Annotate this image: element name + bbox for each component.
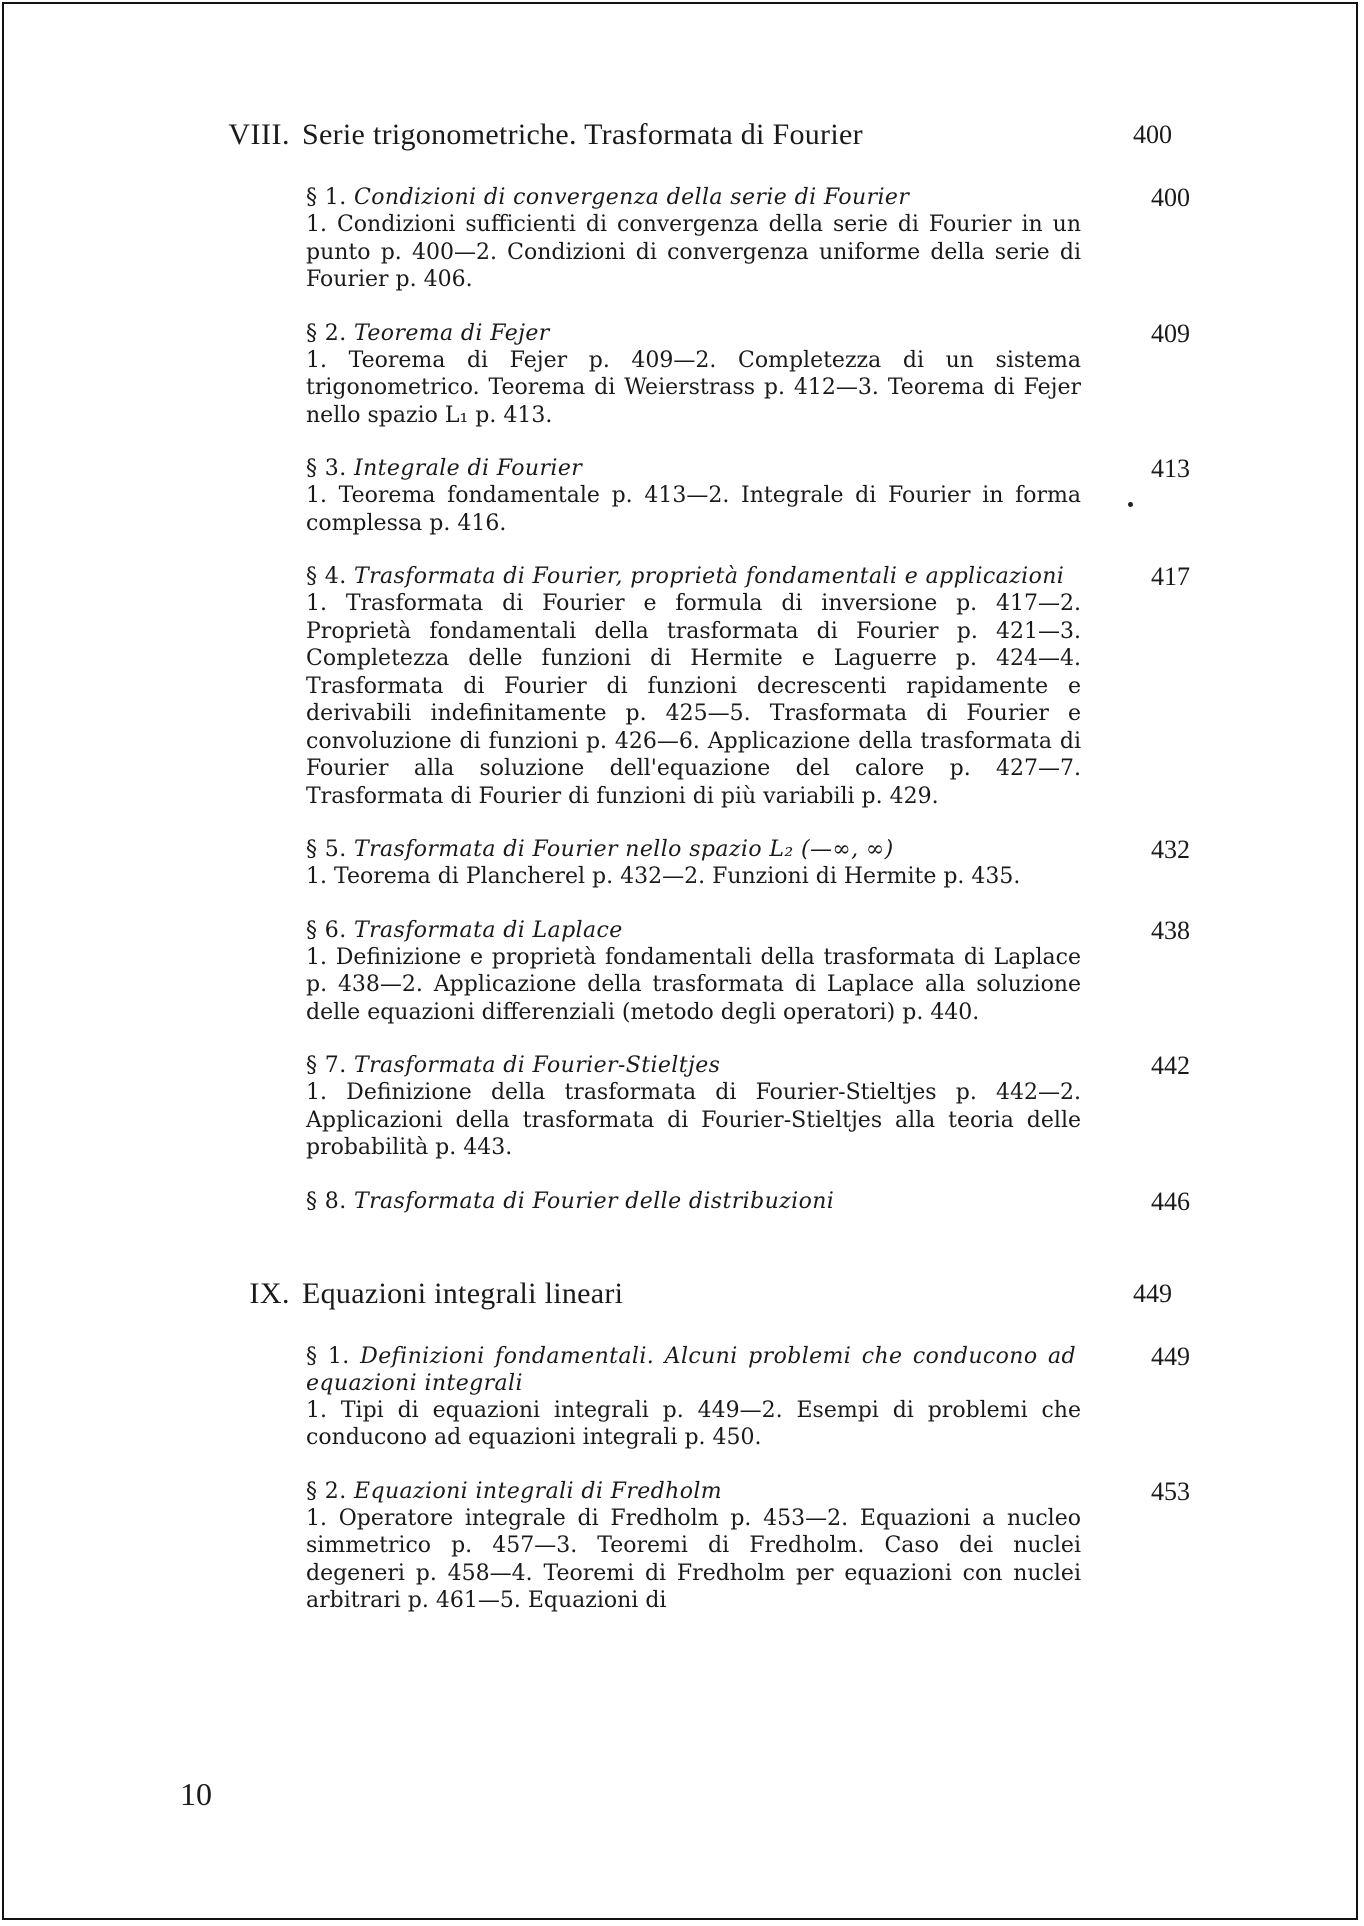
section-title bbox=[306, 563, 1076, 590]
toc-section bbox=[306, 454, 1190, 537]
section-title-text: Condizioni di convergenza della serie di Fourier bbox=[354, 185, 910, 210]
section-mark: § 1. bbox=[306, 185, 347, 210]
section-mark: § 3. bbox=[306, 456, 347, 481]
section-title-text: Trasformata di Laplace bbox=[354, 917, 623, 943]
section-mark: § 5. bbox=[306, 837, 347, 862]
chapter-heading bbox=[190, 1277, 1180, 1321]
chapter-title: Equazioni integrali lineari bbox=[302, 1276, 624, 1310]
section-page-number: 432 bbox=[1151, 835, 1190, 864]
toc-section bbox=[306, 318, 1190, 430]
section-body: 1. Definizione e proprietà fondamentali della trasformata di Laplace p. 438—2. Applicazione della trasformata di Laplace alla soluzione delle equazioni differenziali (metodo degli operatori) p. 440. bbox=[306, 944, 1081, 1025]
section-title bbox=[306, 184, 1076, 211]
toc-section bbox=[306, 183, 1190, 294]
section-body: 1. Definizione della trasformata di Fourier-Stieltjes p. 442—2. Applicazioni della trasformata di Fourier-Stieltjes alla teoria delle probabilità p. 443. bbox=[306, 1080, 1081, 1160]
section-title-text: Trasformata di Fourier delle distribuzioni bbox=[354, 1188, 835, 1214]
section-title-text: Trasformata di Fourier, proprietà fondamentali e applicazioni bbox=[354, 564, 1065, 589]
toc-section bbox=[306, 1051, 1190, 1162]
section-body: 1. Condizioni sufficienti di convergenza della serie di Fourier in un punto p. 400—2. Condizioni di convergenza uniforme della serie di Fourier p. 406. bbox=[306, 212, 1081, 292]
section-page-number: 446 bbox=[1151, 1186, 1190, 1216]
toc-section bbox=[306, 835, 1190, 891]
section-title-text: Definizioni fondamentali. Alcuni problemi che conducono ad equazioni integrali bbox=[306, 1343, 1076, 1396]
section-mark: § 4. bbox=[306, 564, 347, 589]
section-page-number: 409 bbox=[1151, 318, 1190, 348]
toc-section bbox=[306, 1476, 1190, 1615]
chapter-page-number: 400 bbox=[1133, 120, 1172, 149]
section-body: 1. Operatore integrale di Fredholm p. 453—2. Equazioni a nucleo simmetrico p. 457—3. Teoremi di Fredholm. Caso dei nuclei degeneri p. 458—4. Teoremi di Fredholm per equazioni con nuclei arbitrari p. 461—5. Equazioni di bbox=[306, 1505, 1081, 1613]
section-title bbox=[306, 1343, 1076, 1397]
chapter-page-number: 449 bbox=[1133, 1278, 1172, 1308]
section-page-number: 438 bbox=[1151, 915, 1190, 945]
toc-section bbox=[306, 915, 1190, 1027]
section-title bbox=[306, 1052, 1076, 1079]
section-title-text: Teorema di Fejer bbox=[354, 320, 550, 346]
page-number: 10 bbox=[180, 1776, 212, 1812]
section-title-text: Trasformata di Fourier nello spazio L₂ (—∞, ∞) bbox=[354, 837, 894, 862]
section-page-number: 453 bbox=[1151, 1476, 1190, 1506]
section-body: 1. Tipi di equazioni integrali p. 449—2. Esempi di problemi che conducono ad equazioni integrali p. 450. bbox=[306, 1397, 1081, 1450]
section-page-number: 413 bbox=[1151, 454, 1190, 483]
section-page-number: 400 bbox=[1151, 183, 1190, 212]
section-mark: § 1. bbox=[306, 1343, 350, 1369]
section-mark: § 2. bbox=[306, 1478, 347, 1504]
section-body: 1. Trasformata di Fourier e formula di inversione p. 417—2. Proprietà fondamentali della trasformata di Fourier p. 421—3. Completezza delle funzioni di Hermite e Laguerre p. 424—4. Trasformata di Fourier di funzioni decrescenti rapidamente e derivabili indefinitamente p. 425—5. Trasformata di Fourier e convoluzione di funzioni p. 426—6. Applicazione della trasformata di Fourier alla soluzione dell'equazione del calore p. 427—7. Trasformata di Fourier di funzioni di più variabili p. 429. bbox=[306, 591, 1081, 809]
toc-section bbox=[306, 562, 1190, 810]
section-page-number: 449 bbox=[1151, 1341, 1190, 1371]
chapter-number: IX. bbox=[249, 1276, 290, 1310]
chapter-number: VIII. bbox=[228, 118, 290, 151]
section-mark: § 8. bbox=[306, 1188, 347, 1214]
table-of-contents bbox=[190, 118, 1190, 1677]
toc-section bbox=[306, 1341, 1190, 1452]
section-mark: § 6. bbox=[306, 917, 347, 943]
section-title bbox=[306, 320, 1076, 347]
print-speck bbox=[1128, 502, 1133, 507]
section-title bbox=[306, 836, 1076, 863]
section-title bbox=[306, 1478, 1076, 1505]
section-title-text: Trasformata di Fourier-Stieltjes bbox=[354, 1053, 721, 1078]
section-body: 1. Teorema di Plancherel p. 432—2. Funzioni di Hermite p. 435. bbox=[306, 864, 1021, 889]
toc-section bbox=[306, 1186, 1190, 1216]
chapter-ix bbox=[190, 1276, 1190, 1615]
section-title bbox=[306, 455, 1076, 482]
section-body: 1. Teorema di Fejer p. 409—2. Completezza di un sistema trigonometrico. Teorema di Weierstrass p. 412—3. Teorema di Fejer nello spazio L₁ p. 413. bbox=[306, 347, 1081, 428]
section-body: 1. Teorema fondamentale p. 413—2. Integrale di Fourier in forma complessa p. 416. bbox=[306, 483, 1081, 536]
section-title-text: Equazioni integrali di Fredholm bbox=[354, 1478, 723, 1504]
section-title bbox=[306, 1188, 1076, 1215]
chapter-viii bbox=[190, 118, 1190, 1216]
chapter-title: Serie trigonometriche. Trasformata di Fourier bbox=[302, 118, 863, 151]
section-page-number: 417 bbox=[1151, 562, 1190, 591]
section-page-number: 442 bbox=[1151, 1051, 1190, 1080]
section-mark: § 7. bbox=[306, 1053, 347, 1078]
chapter-heading bbox=[190, 118, 1180, 162]
section-title-text: Integrale di Fourier bbox=[354, 456, 583, 481]
section-title bbox=[306, 917, 1076, 944]
section-mark: § 2. bbox=[306, 320, 347, 346]
